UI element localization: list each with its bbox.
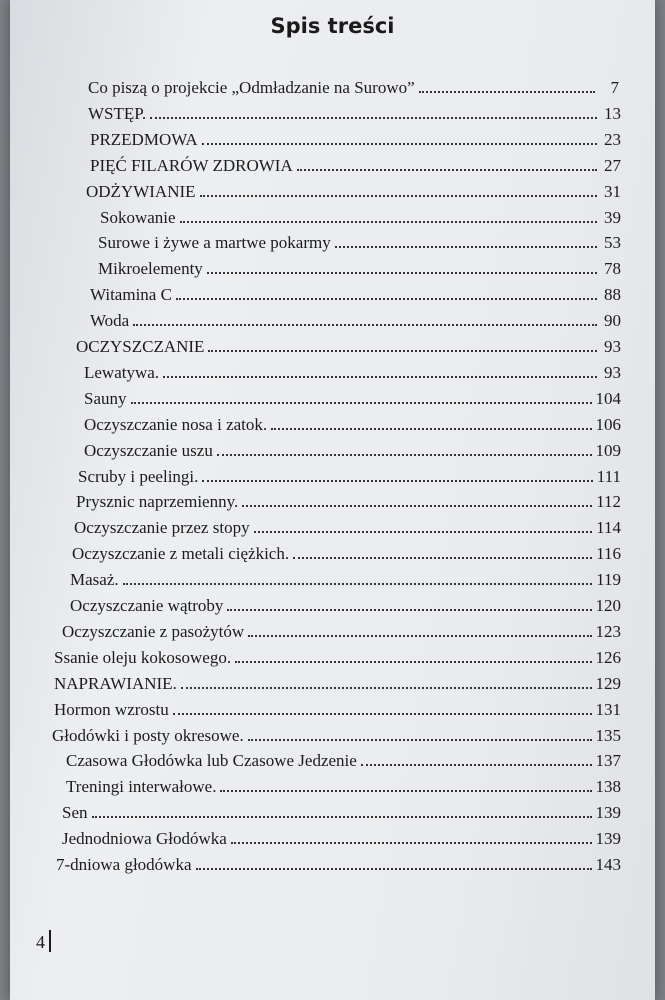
leader-dots — [235, 661, 591, 663]
toc-entry-label: PRZEDMOWA — [90, 129, 198, 149]
leader-dots — [123, 583, 593, 585]
page-number — [36, 930, 51, 953]
toc-entry-label: Sen — [62, 803, 88, 823]
toc-entry — [54, 700, 621, 720]
toc-entry-page: 139 — [595, 803, 621, 823]
toc-entry — [90, 156, 621, 176]
toc-entry-label: Jednodniowa Głodówka — [62, 829, 227, 849]
toc-entry-page: 27 — [604, 155, 621, 175]
toc-entry-page: 90 — [604, 311, 621, 331]
toc-entry-page: 120 — [595, 596, 621, 615]
toc-entry-label: Witamina C — [90, 285, 172, 305]
toc-entry-label: Sokowanie — [100, 207, 176, 227]
leader-dots — [176, 298, 597, 300]
toc-entry-label: Oczyszczanie wątroby — [70, 596, 224, 615]
toc-entry-label: Sauny — [84, 388, 127, 408]
toc-entry — [98, 259, 621, 279]
toc-entry-page: 39 — [604, 207, 621, 227]
leader-dots — [254, 531, 593, 533]
leader-dots — [207, 272, 597, 274]
toc-entry-label: Oczyszczanie z metali ciężkich. — [72, 544, 290, 564]
leader-dots — [200, 195, 597, 197]
toc-entry-page: 78 — [604, 259, 621, 279]
toc-entry-page: 7 — [610, 78, 619, 97]
toc-entry-label: Głodówki i posty okresowe. — [52, 725, 244, 745]
toc-entry — [52, 726, 621, 746]
toc-entry — [74, 518, 621, 538]
toc-entry-page: 53 — [604, 233, 621, 253]
toc-entry — [76, 492, 621, 512]
toc-entry — [72, 544, 621, 564]
leader-dots — [271, 428, 591, 430]
leader-dots — [335, 246, 597, 248]
leader-dots — [231, 842, 592, 844]
toc-entry-page: 139 — [595, 829, 621, 849]
divider — [49, 930, 51, 952]
toc-entry-page: 116 — [596, 544, 621, 564]
leader-dots — [220, 790, 591, 792]
toc-entry-label: 7-dniowa głodówka — [56, 855, 192, 874]
toc-entry-page: 123 — [595, 621, 621, 641]
toc-entry — [66, 751, 621, 771]
page-number-value: 4 — [36, 932, 45, 952]
book-page — [10, 0, 655, 1000]
toc-entry — [88, 78, 619, 98]
toc-entry — [100, 208, 621, 228]
toc-entry-page: 109 — [595, 440, 621, 460]
toc-entry-label: WSTĘP. — [88, 103, 147, 123]
leader-dots — [227, 609, 591, 611]
toc-entry-page: 119 — [596, 570, 621, 590]
toc-entry — [86, 182, 621, 202]
leader-dots — [242, 505, 592, 507]
leader-dots — [293, 557, 592, 559]
leader-dots — [133, 324, 597, 326]
toc-entry-label: Prysznic naprzemienny. — [76, 492, 239, 512]
toc-entry — [70, 570, 621, 590]
leader-dots — [196, 868, 592, 870]
toc-entry-label: Hormon wzrostu — [54, 699, 169, 719]
toc-entry-page: 129 — [595, 673, 621, 693]
leader-dots — [297, 169, 597, 171]
toc-entry-page: 31 — [604, 181, 621, 201]
toc-entry-page: 23 — [604, 129, 621, 149]
toc-entry — [56, 855, 621, 875]
table-of-contents — [10, 0, 655, 1000]
leader-dots — [202, 143, 597, 145]
leader-dots — [92, 816, 592, 818]
toc-entry-label: ODŻYWIANIE — [86, 181, 196, 201]
toc-entry-label: Treningi interwałowe. — [66, 777, 217, 797]
toc-entry-page: 13 — [604, 103, 621, 123]
leader-dots — [180, 221, 597, 223]
toc-entry-label: OCZYSZCZANIE — [76, 337, 205, 356]
leader-dots — [361, 764, 592, 766]
toc-entry-label: Mikroelementy — [98, 259, 203, 279]
toc-entry-page: 126 — [595, 647, 621, 667]
toc-entry-label: Co piszą o projekcie „Odmładzanie na Surowo” — [88, 78, 415, 97]
toc-entry-label: Oczyszczanie przez stopy — [74, 518, 250, 538]
toc-entry — [54, 674, 621, 694]
toc-entry-page: 138 — [595, 777, 621, 797]
toc-entry — [84, 363, 621, 383]
toc-entry — [70, 596, 621, 616]
toc-entry-label: PIĘĆ FILARÓW ZDROWIA — [90, 155, 293, 175]
toc-entry-page: 143 — [595, 855, 621, 874]
toc-entry-page: 93 — [604, 337, 621, 356]
toc-entry-label: NAPRAWIANIE. — [54, 673, 177, 693]
toc-entry — [54, 648, 621, 668]
toc-entry-page: 114 — [596, 518, 621, 538]
toc-entry-page: 131 — [595, 699, 621, 719]
toc-entry-label: Lewatywa. — [84, 362, 160, 382]
toc-entry — [84, 415, 621, 435]
toc-entry-label: Oczyszczanie z pasożytów — [62, 621, 245, 641]
leader-dots — [163, 376, 597, 378]
toc-entry-page: 137 — [595, 751, 621, 771]
toc-entry-page: 135 — [595, 725, 621, 745]
toc-entry — [90, 285, 621, 305]
toc-entry — [90, 311, 621, 331]
leader-dots — [150, 117, 597, 119]
leader-dots — [202, 480, 592, 482]
leader-dots — [181, 687, 592, 689]
toc-entry-label: Scruby i peelingi. — [78, 466, 199, 486]
toc-entry-label: Ssanie oleju kokosowego. — [54, 647, 232, 667]
toc-entry — [84, 441, 621, 461]
toc-entry-page: 104 — [595, 388, 621, 408]
toc-entry-page: 112 — [596, 492, 621, 512]
toc-entry-label: Woda — [90, 311, 130, 331]
toc-entry — [88, 104, 621, 124]
leader-dots — [173, 713, 592, 715]
page-title: Spis treści — [270, 14, 395, 38]
toc-entry-label: Oczyszczanie uszu — [84, 440, 213, 460]
toc-entry-label: Surowe i żywe a martwe pokarmy — [98, 233, 331, 253]
leader-dots — [131, 402, 592, 404]
toc-entry-page: 106 — [595, 414, 621, 434]
toc-entry — [84, 389, 621, 409]
toc-entry — [76, 337, 621, 357]
toc-entry-label: Czasowa Głodówka lub Czasowe Jedzenie — [66, 751, 357, 771]
toc-entry — [66, 777, 621, 797]
toc-entry — [78, 467, 621, 487]
toc-entry-label: Oczyszczanie nosa i zatok. — [84, 414, 268, 434]
leader-dots — [248, 635, 591, 637]
toc-entry — [98, 233, 621, 253]
toc-entry — [62, 829, 621, 849]
toc-entry-page: 88 — [604, 285, 621, 305]
leader-dots — [419, 91, 595, 93]
leader-dots — [248, 739, 592, 741]
toc-entry-label: Masaż. — [70, 570, 119, 590]
toc-entry-page: 111 — [596, 466, 621, 486]
toc-entry-page: 93 — [604, 362, 621, 382]
toc-entry — [62, 622, 621, 642]
toc-entry — [62, 803, 621, 823]
leader-dots — [217, 454, 592, 456]
toc-entry — [90, 130, 621, 150]
leader-dots — [208, 350, 597, 352]
